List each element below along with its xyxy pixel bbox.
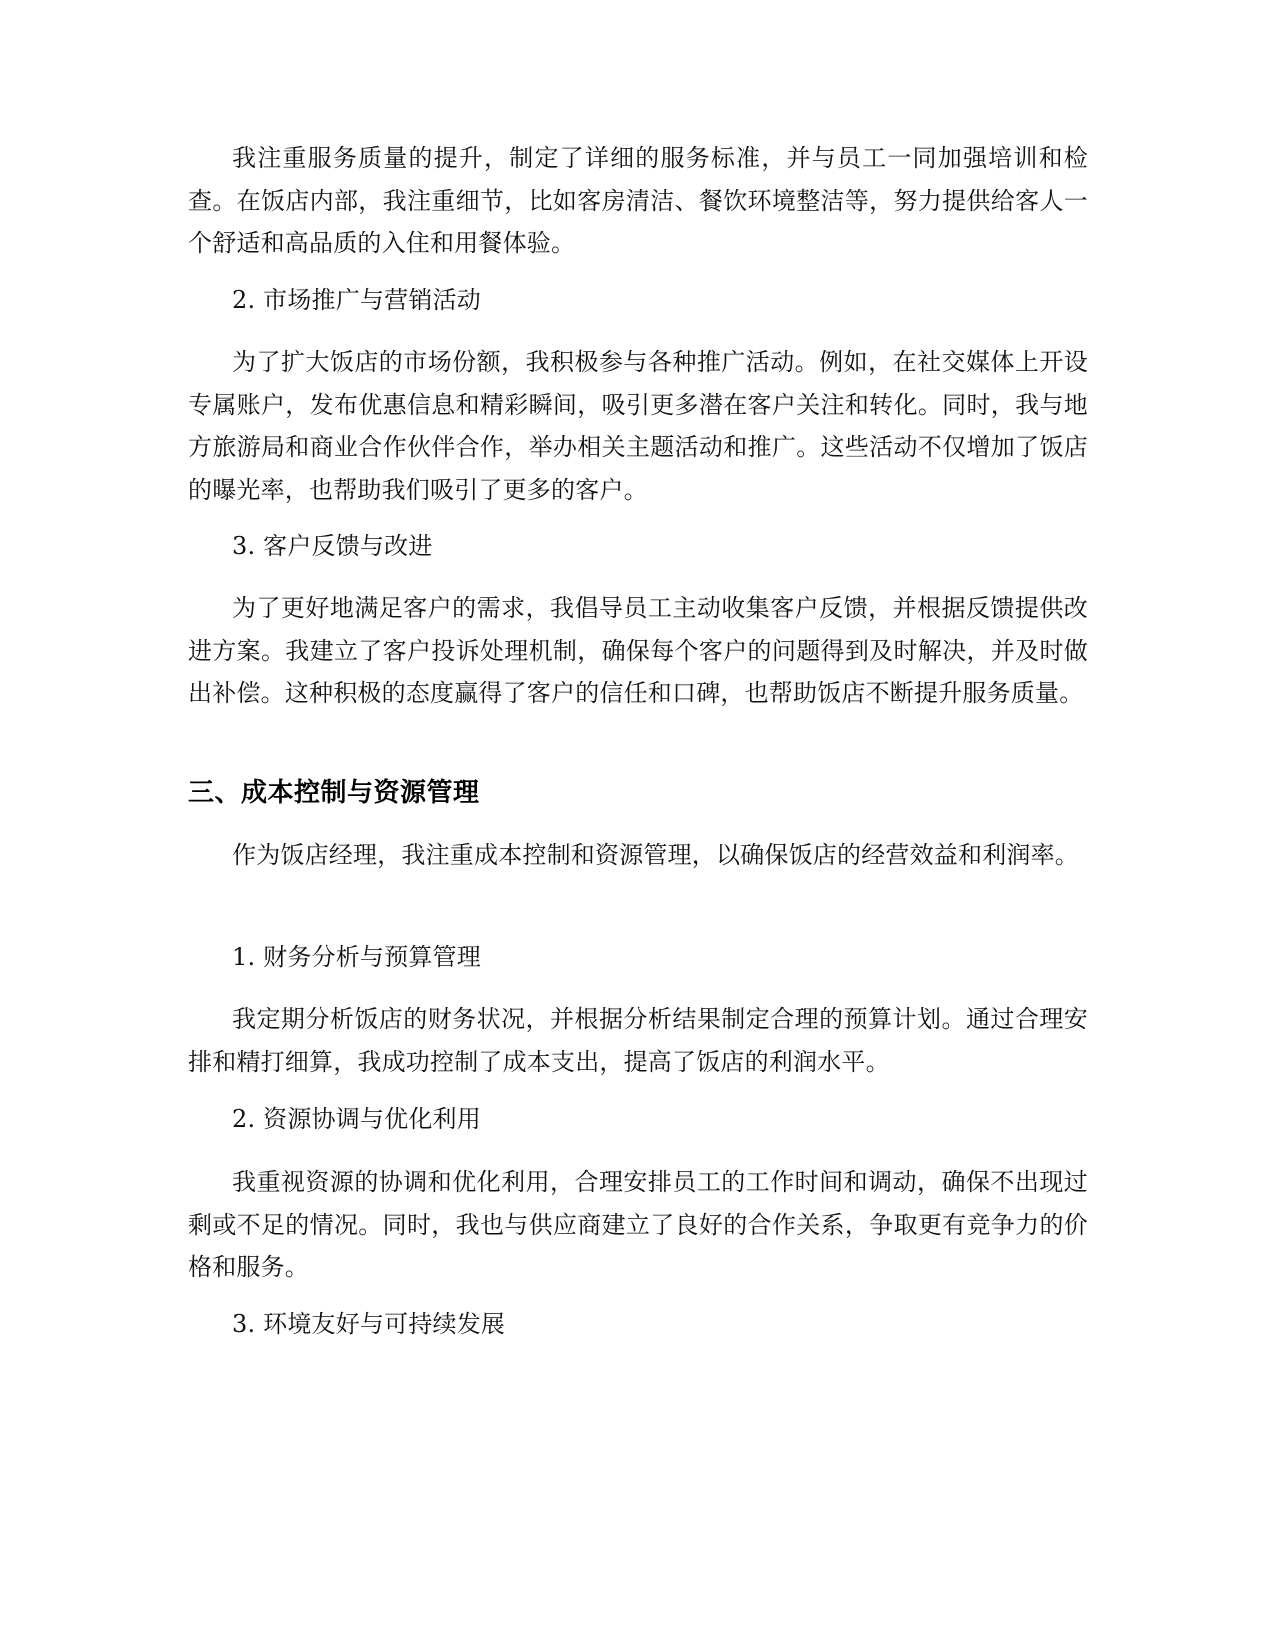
item-marketing-promotion: 2. 市场推广与营销活动 — [232, 286, 481, 314]
item-financial-analysis: 1. 财务分析与预算管理 — [232, 943, 481, 971]
item-resource-coordination: 2. 资源协调与优化利用 — [232, 1105, 481, 1133]
paragraph-service-quality: 我注重服务质量的提升，制定了详细的服务标准，并与员工一同加强培训和检查。在饭店内部，我注重细节，比如客房清洁、餐饮环境整洁等，努力提供给客人一个舒适和高品质的入住和用餐体验。 — [188, 144, 1088, 257]
paragraph-resources: 我重视资源的协调和优化利用，合理安排员工的工作时间和调动，确保不出现过剩或不足的情况。同时，我也与供应商建立了良好的合作关系，争取更有竞争力的价格和服务。 — [188, 1168, 1088, 1281]
section-heading-cost-control: 三、成本控制与资源管理 — [188, 778, 480, 808]
paragraph-marketing: 为了扩大饭店的市场份额，我积极参与各种推广活动。例如，在社交媒体上开设专属账户，发布优惠信息和精彩瞬间，吸引更多潜在客户关注和转化。同时，我与地方旅游局和商业合作伙伴合作，举办相关主题活动和推广。这些活动不仅增加了饭店的曝光率，也帮助我们吸引了更多的客户。 — [188, 348, 1088, 504]
paragraph-financial: 我定期分析饭店的财务状况，并根据分析结果制定合理的预算计划。通过合理安排和精打细算，我成功控制了成本支出，提高了饭店的利润水平。 — [188, 1005, 1088, 1076]
paragraph-cost-intro: 作为饭店经理，我注重成本控制和资源管理，以确保饭店的经营效益和利润率。 — [232, 841, 1079, 869]
paragraph-feedback: 为了更好地满足客户的需求，我倡导员工主动收集客户反馈，并根据反馈提供改进方案。我建立了客户投诉处理机制，确保每个客户的问题得到及时解决，并及时做出补偿。这种积极的态度赢得了客户的信任和口碑，也帮助饭店不断提升服务质量。 — [188, 594, 1088, 707]
item-sustainability: 3. 环境友好与可持续发展 — [232, 1310, 506, 1338]
item-customer-feedback: 3. 客户反馈与改进 — [232, 532, 433, 560]
